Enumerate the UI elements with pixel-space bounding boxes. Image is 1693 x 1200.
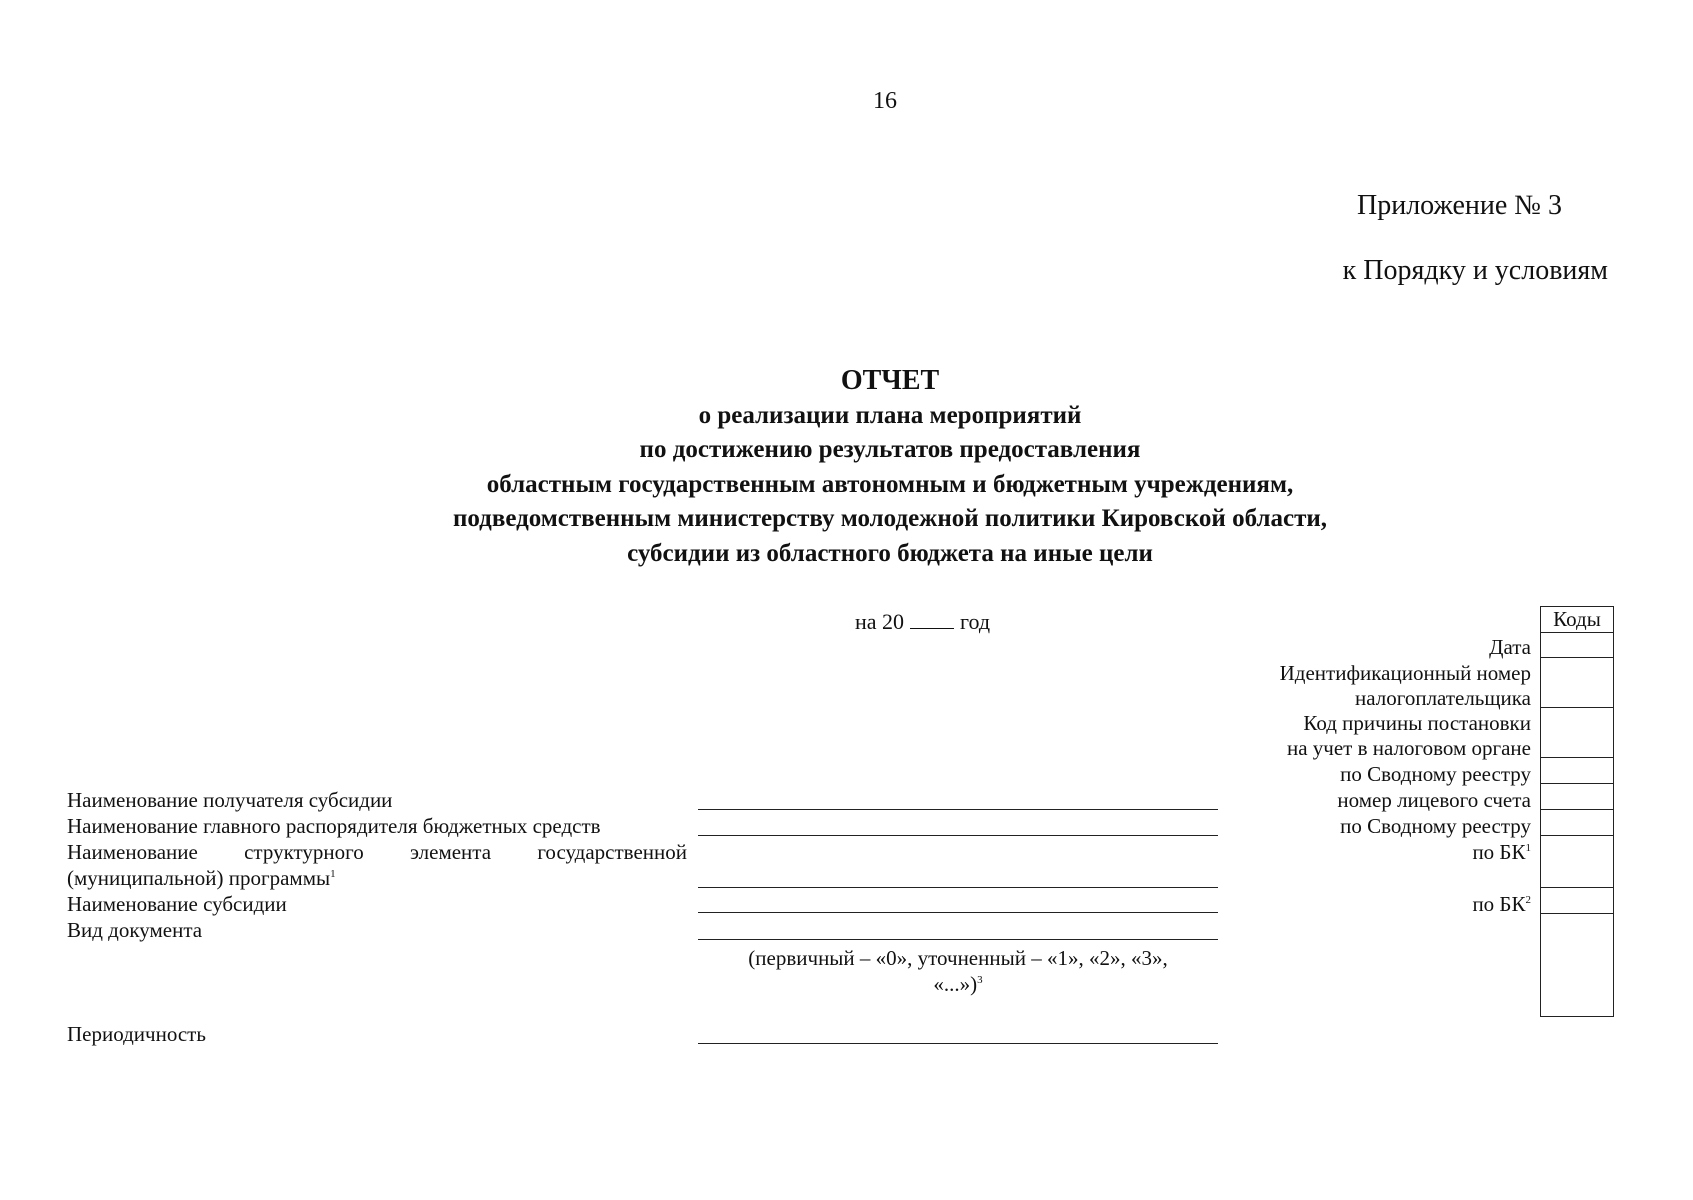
account-label: номер лицевого счета — [1337, 788, 1531, 812]
code-cell-registry[interactable] — [1541, 758, 1614, 784]
program-label-line1 — [67, 840, 687, 865]
doc-type-note-line — [698, 971, 1218, 997]
code-cell-inn[interactable] — [1541, 658, 1614, 708]
report-title-line: субсидии из областного бюджета на иные цели — [627, 539, 1153, 567]
recipient-fill-line[interactable] — [698, 809, 1218, 810]
inn-label-line2: налогоплательщика — [1355, 686, 1531, 710]
doc-type-note-text: «...») — [933, 972, 978, 996]
bk2-text: по БК — [1472, 892, 1526, 916]
codes-table — [1540, 606, 1614, 1017]
bk1-label — [1472, 839, 1531, 865]
code-cell-bk2[interactable] — [1541, 888, 1614, 914]
doc-type-label: Вид документа — [67, 918, 203, 942]
code-cell-kpp[interactable] — [1541, 708, 1614, 758]
doc-type-note-line: (первичный – «0», уточненный – «1», «2», «3», — [748, 946, 1168, 970]
bk1-text: по БК — [1472, 840, 1526, 864]
inn-label-line1: Идентификационный номер — [1279, 661, 1531, 685]
report-title-line: областным государственным автономным и бюджетным учреждениям, — [486, 470, 1294, 498]
program-label-text: (муниципальной) программы — [67, 866, 331, 890]
kpp-label-line1: Код причины постановки — [1303, 711, 1531, 735]
recipient-label: Наименование получателя субсидии — [67, 788, 393, 812]
code-cell-registry-2[interactable] — [1541, 810, 1614, 836]
periodicity-label: Периодичность — [67, 1022, 206, 1046]
footnote-mark: 2 — [1525, 894, 1531, 906]
code-cell-other[interactable] — [1541, 914, 1614, 1017]
program-word: структурного — [244, 840, 364, 864]
footnote-mark: 1 — [330, 868, 336, 880]
footnote-mark: 1 — [1525, 842, 1531, 854]
program-label-line2 — [67, 866, 336, 891]
codes-header: Коды — [1541, 607, 1614, 633]
bk2-label — [1472, 891, 1531, 917]
report-title-main: ОТЧЕТ — [840, 365, 940, 396]
subsidy-label: Наименование субсидии — [67, 892, 287, 916]
kpp-label-line2: на учет в налоговом органе — [1286, 736, 1531, 760]
periodicity-fill-line[interactable] — [698, 1043, 1218, 1044]
program-word: государственной — [537, 840, 687, 864]
year-prefix: на 20 — [855, 609, 905, 634]
subsidy-fill-line[interactable] — [698, 912, 1218, 913]
page-number: 16 — [873, 88, 897, 114]
report-title-line: по достижению результатов предоставления — [639, 436, 1141, 463]
doc-type-fill-line[interactable] — [698, 939, 1218, 940]
report-title-line: о реализации плана мероприятий — [698, 401, 1082, 429]
chief-manager-label: Наименование главного распорядителя бюджетных средств — [67, 814, 601, 838]
code-cell-account[interactable] — [1541, 784, 1614, 810]
registry-label-2: по Сводному реестру — [1340, 814, 1531, 838]
program-word: элемента — [410, 840, 492, 864]
footnote-mark: 3 — [977, 974, 983, 986]
chief-manager-fill-line[interactable] — [698, 835, 1218, 836]
report-title — [300, 364, 1480, 571]
year-blank — [910, 608, 954, 629]
appendix-number: Приложение № 3 — [1357, 190, 1562, 221]
date-label: Дата — [1489, 635, 1531, 659]
program-word: Наименование — [67, 840, 198, 864]
registry-label: по Сводному реестру — [1340, 762, 1531, 786]
report-title-line: подведомственным министерству молодежной политики Кировской области, — [453, 505, 1327, 532]
code-cell-bk1[interactable] — [1541, 836, 1614, 888]
report-year — [855, 608, 990, 635]
code-cell-date[interactable] — [1541, 633, 1614, 658]
doc-type-note — [698, 945, 1218, 997]
appendix-reference: к Порядку и условиям — [1342, 255, 1608, 286]
program-fill-line[interactable] — [698, 887, 1218, 888]
year-suffix: год — [960, 609, 991, 634]
